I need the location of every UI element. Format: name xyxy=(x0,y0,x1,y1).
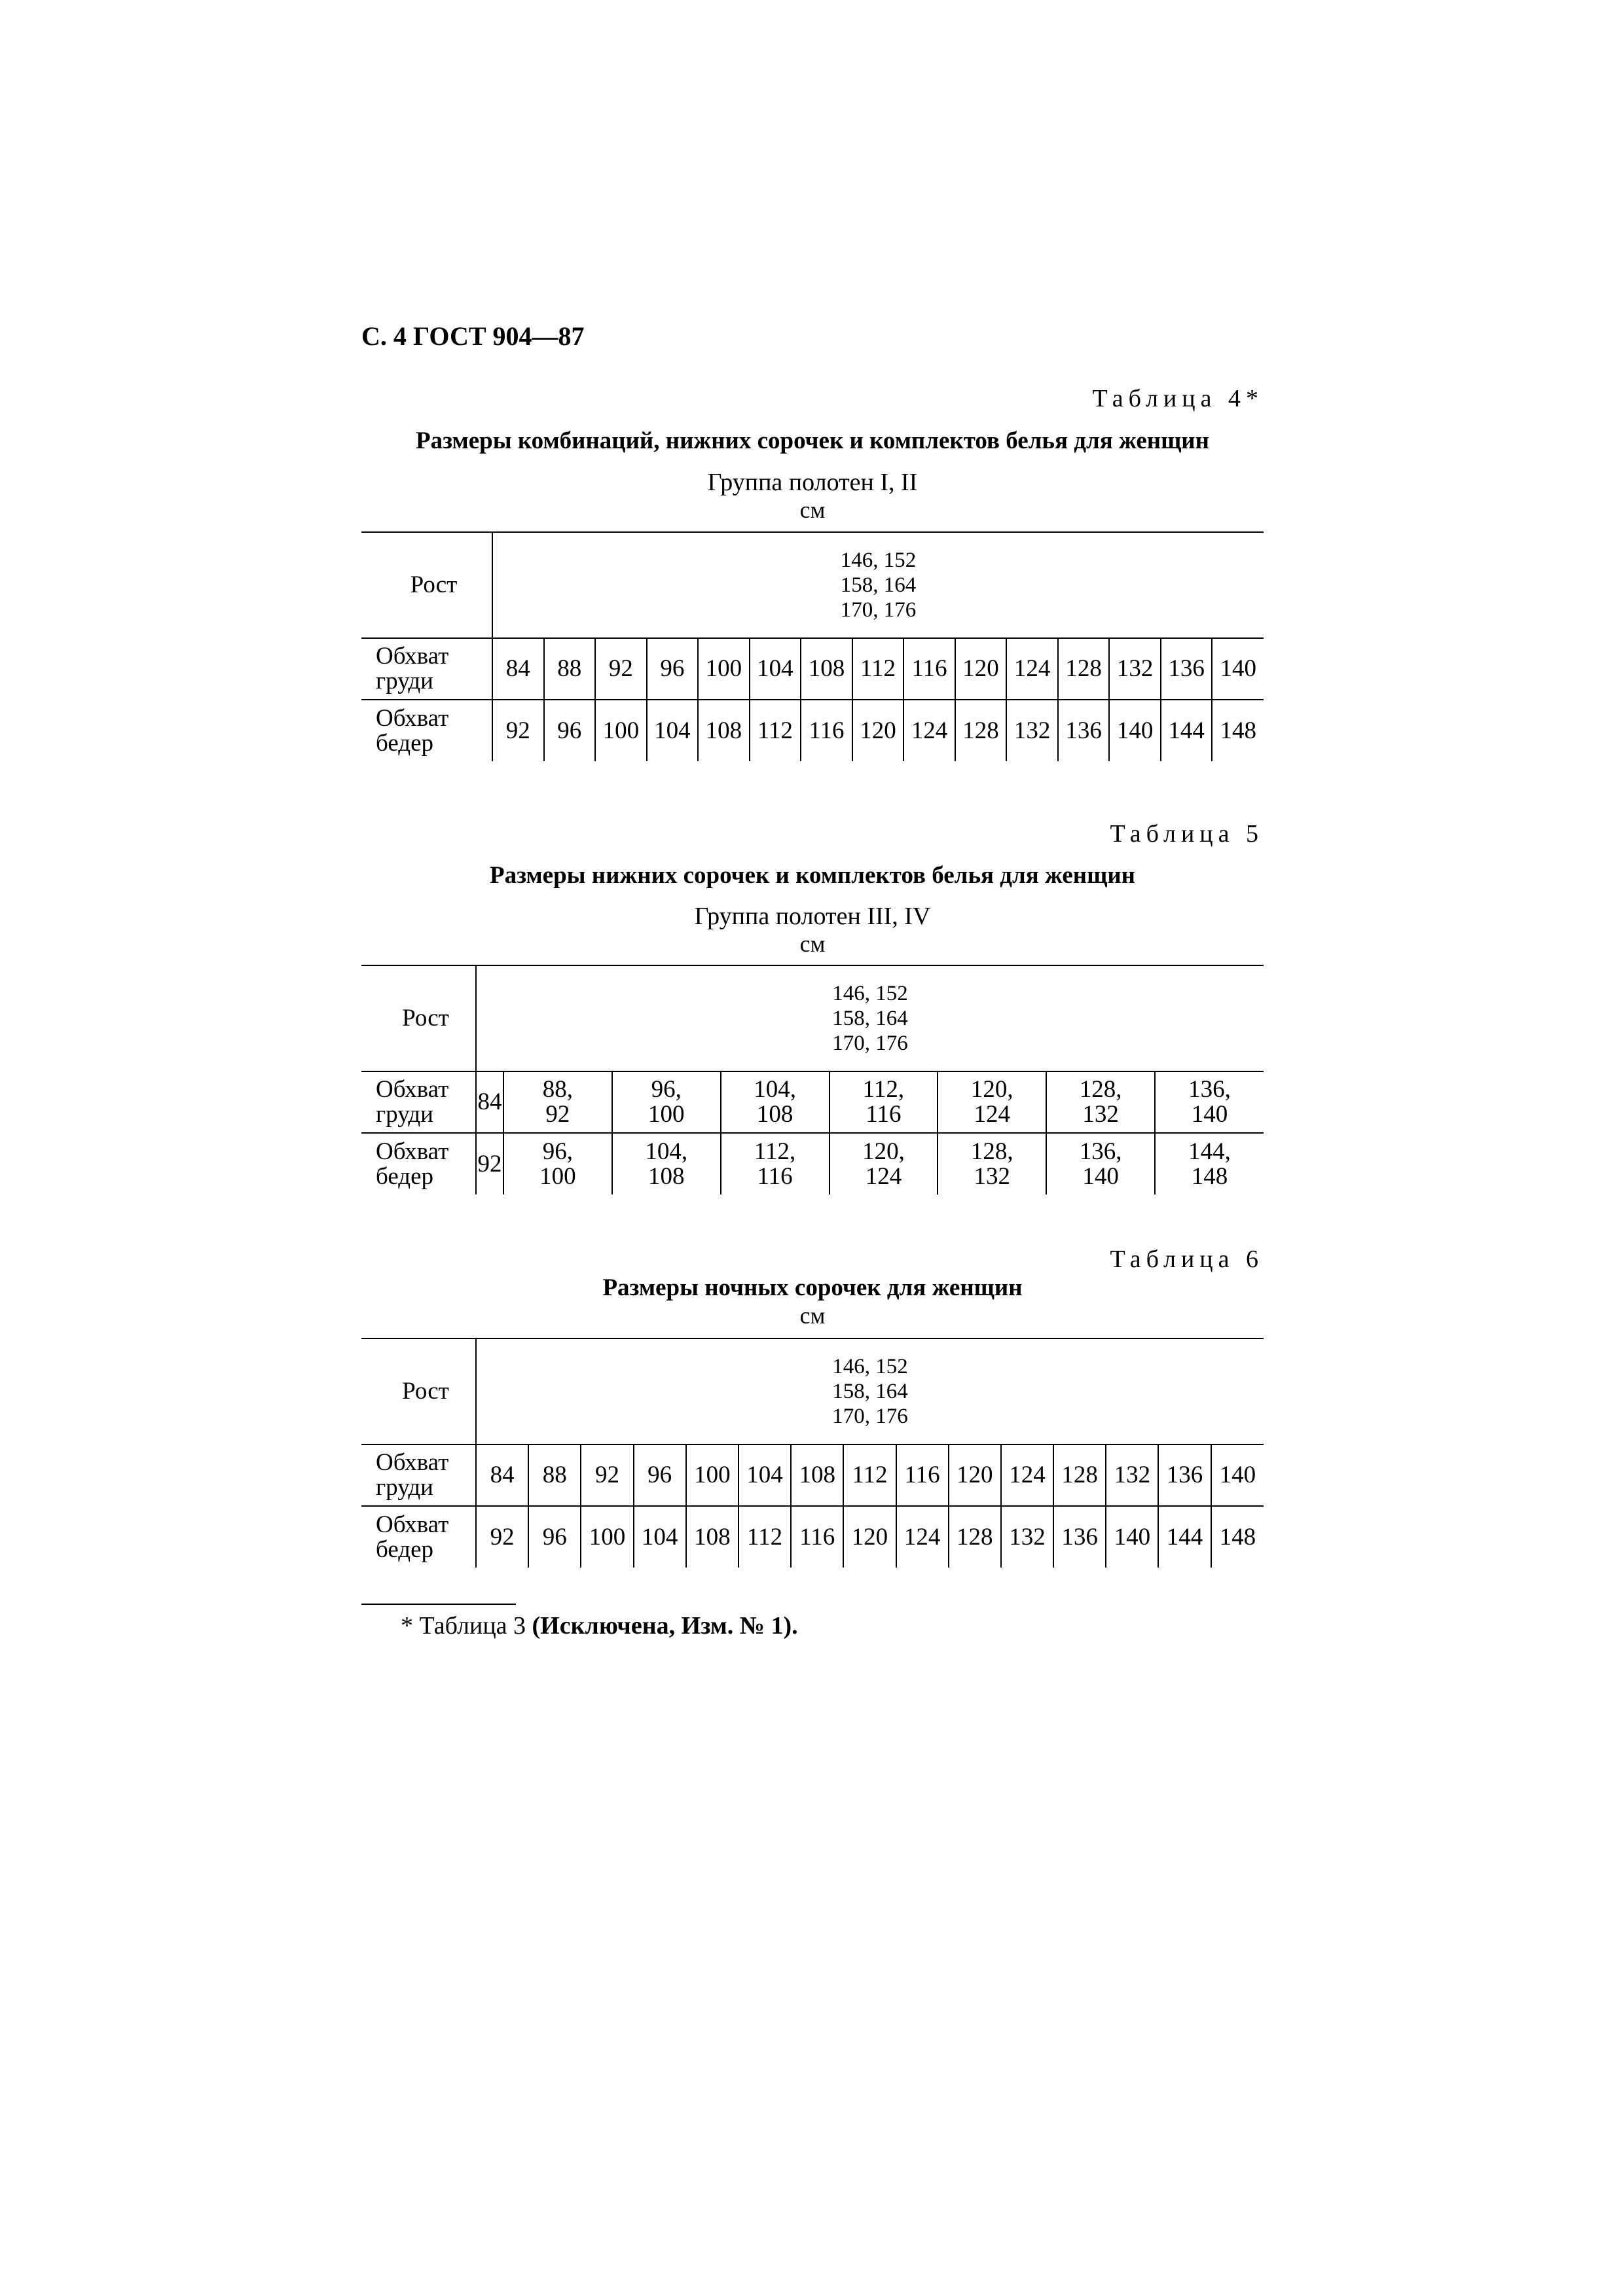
table6-hips-label-2: бедер xyxy=(376,1535,434,1563)
table5-chest-cell-line: 88, xyxy=(542,1076,574,1103)
table5-heights xyxy=(476,965,1264,1071)
table6-hips-cell: 136 xyxy=(1053,1506,1106,1568)
table6-chest-label xyxy=(361,1444,476,1506)
table4-hips-cell: 144 xyxy=(1161,700,1213,761)
table4-hips-cell: 128 xyxy=(955,700,1007,761)
table5-hips-cell xyxy=(1155,1133,1264,1194)
footnote-rule xyxy=(361,1604,516,1605)
table5-chest-cell-line: 112, xyxy=(862,1076,905,1103)
table6-height-3: 170, 176 xyxy=(832,1405,908,1428)
table4-grid xyxy=(361,531,1264,761)
table6-chest-cell: 140 xyxy=(1211,1444,1264,1506)
table6-unit: см xyxy=(799,1302,826,1329)
table6-chest-cell: 108 xyxy=(791,1444,843,1506)
table5-chest-cell xyxy=(476,1071,503,1133)
table4-heights xyxy=(492,532,1264,638)
table5-chest-cell-line: 116 xyxy=(866,1101,902,1128)
table5-chest-cell xyxy=(612,1071,721,1133)
table4-chest-cell: 136 xyxy=(1161,638,1213,700)
table4-chest-cell: 104 xyxy=(750,638,801,700)
table5-hips-cell xyxy=(830,1133,938,1194)
table5-chest-cell xyxy=(1155,1071,1264,1133)
table5-hips-cell xyxy=(503,1133,612,1194)
table5-chest-cell xyxy=(721,1071,830,1133)
table5-hips-cell-line: 100 xyxy=(539,1162,576,1190)
table6-chest-cell: 124 xyxy=(1001,1444,1053,1506)
table4-hips-cell: 104 xyxy=(647,700,699,761)
table4-hips-cell: 116 xyxy=(801,700,852,761)
table5-chest-cell-line: 96, xyxy=(651,1076,682,1103)
table5-chest-cell-line: 100 xyxy=(648,1101,685,1128)
table5-hips-cell xyxy=(721,1133,830,1194)
table6-chest-cell: 136 xyxy=(1158,1444,1211,1506)
table5-hips-cell-line: 92 xyxy=(477,1150,502,1177)
table4-chest-label-2: груди xyxy=(376,668,433,694)
table6-chest-cell: 96 xyxy=(634,1444,686,1506)
table5-height-label: Рост xyxy=(361,965,476,1071)
table5-title: Размеры нижних сорочек и комплектов белья для женщин xyxy=(490,862,1135,889)
table6-height-1: 146, 152 xyxy=(832,1355,908,1378)
table5-hips-label-2: бедер xyxy=(376,1162,434,1190)
table6-hips-cell: 144 xyxy=(1158,1506,1211,1568)
table6-chest-label-2: груди xyxy=(376,1474,433,1501)
table5-chest-cell-line: 84 xyxy=(477,1088,502,1115)
table5-hips-cell-line: 148 xyxy=(1191,1162,1228,1190)
table4-chest-cell: 84 xyxy=(492,638,544,700)
table6-chest-cell: 116 xyxy=(896,1444,949,1506)
table4-height-1: 146, 152 xyxy=(840,548,917,572)
table4-hips-cell: 112 xyxy=(750,700,801,761)
table4-hips-label-1: Обхват xyxy=(376,704,449,732)
table4-hips-cell: 92 xyxy=(492,700,544,761)
table5-hips-cell-line: 104, xyxy=(645,1138,688,1165)
table5-chest-cell-line: 128, xyxy=(1079,1076,1122,1103)
table4-chest-cell: 100 xyxy=(698,638,750,700)
table6-height-label: Рост xyxy=(361,1338,476,1444)
table5-height-2: 158, 164 xyxy=(832,1007,908,1030)
table6-chest-cell: 132 xyxy=(1106,1444,1158,1506)
table5-hips-cell-line: 108 xyxy=(648,1162,685,1190)
table5-height-1: 146, 152 xyxy=(832,982,908,1005)
table4-chest-label-1: Обхват xyxy=(376,643,449,670)
table5-chest-label-2: груди xyxy=(376,1101,433,1128)
table5-subtitle: Группа полотен III, IV xyxy=(694,903,931,930)
table4-title: Размеры комбинаций, нижних сорочек и комплектов белья для женщин xyxy=(416,427,1209,454)
table6-hips-cell: 124 xyxy=(896,1506,949,1568)
table5-label: Таблица 5 xyxy=(1110,820,1264,848)
table4-chest-cell: 128 xyxy=(1058,638,1110,700)
table6-chest-cell: 104 xyxy=(739,1444,791,1506)
table6-hips-cell: 92 xyxy=(476,1506,528,1568)
table4-hips-cell: 120 xyxy=(852,700,904,761)
table6-hips-cell: 140 xyxy=(1106,1506,1158,1568)
table4-hips-cell: 132 xyxy=(1006,700,1058,761)
table4-subtitle: Группа полотен I, II xyxy=(707,469,918,496)
table5-hips-cell xyxy=(476,1133,503,1194)
table4-chest-cell: 92 xyxy=(595,638,647,700)
table6-height-2: 158, 164 xyxy=(832,1380,908,1403)
table5-grid xyxy=(361,965,1264,1194)
table5-hips-cell-line: 116 xyxy=(757,1162,793,1190)
table6-chest-cell: 84 xyxy=(476,1444,528,1506)
table5-chest-label xyxy=(361,1071,476,1133)
table6-hips-cell: 120 xyxy=(843,1506,896,1568)
table6-chest-cell: 100 xyxy=(686,1444,739,1506)
table4-chest-cell: 132 xyxy=(1109,638,1161,700)
table5-chest-cell xyxy=(830,1071,938,1133)
table4-chest-cell: 88 xyxy=(544,638,596,700)
table6-chest-cell: 112 xyxy=(843,1444,896,1506)
table6-title: Размеры ночных сорочек для женщин xyxy=(602,1274,1023,1301)
table6-chest-cell: 92 xyxy=(581,1444,633,1506)
table4-hips-cell: 100 xyxy=(595,700,647,761)
table5-hips-cell-line: 120, xyxy=(862,1138,905,1165)
footnote xyxy=(401,1611,798,1640)
table5-chest-cell xyxy=(503,1071,612,1133)
table4-hips-cell: 136 xyxy=(1058,700,1110,761)
table5-hips-cell-line: 144, xyxy=(1188,1138,1231,1165)
table5-chest-cell-line: 104, xyxy=(754,1076,796,1103)
table5-hips-cell-line: 132 xyxy=(974,1162,1011,1190)
table4-hips-label xyxy=(361,700,492,761)
table4-chest-cell: 112 xyxy=(852,638,904,700)
table6-hips-cell: 132 xyxy=(1001,1506,1053,1568)
table5-chest-cell-line: 108 xyxy=(756,1101,793,1128)
table5-height-3: 170, 176 xyxy=(832,1031,908,1055)
table5-hips-cell xyxy=(1046,1133,1155,1194)
table5-chest-cell-line: 132 xyxy=(1082,1101,1119,1128)
table5-hips-cell-line: 96, xyxy=(542,1138,574,1165)
table4-hips-cell: 148 xyxy=(1212,700,1264,761)
table6-chest-label-1: Обхват xyxy=(376,1449,449,1476)
table5-unit: см xyxy=(799,931,826,957)
table4-height-3: 170, 176 xyxy=(840,598,917,622)
table4-hips-label-2: бедер xyxy=(376,729,434,757)
table4-chest-cell: 120 xyxy=(955,638,1007,700)
table5-chest-label-1: Обхват xyxy=(376,1076,449,1103)
table6-label: Таблица 6 xyxy=(1110,1246,1264,1273)
table6-chest-cell: 120 xyxy=(949,1444,1001,1506)
table5-hips-label xyxy=(361,1133,476,1194)
table5-chest-cell xyxy=(938,1071,1046,1133)
table6-hips-cell: 128 xyxy=(949,1506,1001,1568)
table6-hips-cell: 104 xyxy=(634,1506,686,1568)
table6-hips-label xyxy=(361,1506,476,1568)
table4-chest-cell: 108 xyxy=(801,638,852,700)
table5-chest-cell xyxy=(1046,1071,1155,1133)
table4-height-2: 158, 164 xyxy=(840,573,917,597)
table6-hips-cell: 96 xyxy=(528,1506,581,1568)
table4-hips-cell: 96 xyxy=(544,700,596,761)
table5-chest-cell-line: 120, xyxy=(970,1076,1013,1103)
table6-hips-label-1: Обхват xyxy=(376,1511,449,1538)
table5-hips-label-1: Обхват xyxy=(376,1138,449,1165)
table5-hips-cell xyxy=(612,1133,721,1194)
table6-chest-cell: 88 xyxy=(528,1444,581,1506)
table5-chest-cell-line: 92 xyxy=(545,1101,570,1128)
table5-hips-cell-line: 124 xyxy=(865,1162,902,1190)
table4-hips-cell: 140 xyxy=(1109,700,1161,761)
table6-hips-cell: 108 xyxy=(686,1506,739,1568)
table4-label: Таблица 4* xyxy=(1092,385,1264,412)
table6-hips-cell: 116 xyxy=(791,1506,843,1568)
table5-hips-cell xyxy=(938,1133,1046,1194)
table6-heights xyxy=(476,1338,1264,1444)
table6-chest-cell: 128 xyxy=(1053,1444,1106,1506)
table4-chest-cell: 116 xyxy=(903,638,955,700)
footnote-prefix: * Таблица 3 xyxy=(401,1612,532,1640)
page-header: С. 4 ГОСТ 904—87 xyxy=(361,321,585,351)
table6-hips-cell: 112 xyxy=(739,1506,791,1568)
table6-grid xyxy=(361,1338,1264,1568)
table4-unit: см xyxy=(799,497,826,523)
table4-chest-cell: 124 xyxy=(1006,638,1058,700)
table6-hips-cell: 100 xyxy=(581,1506,633,1568)
table5-hips-cell-line: 112, xyxy=(754,1138,796,1165)
table4-chest-cell: 140 xyxy=(1212,638,1264,700)
table5-chest-cell-line: 124 xyxy=(974,1101,1011,1128)
table4-chest-cell: 96 xyxy=(647,638,699,700)
table4-hips-cell: 124 xyxy=(903,700,955,761)
table5-hips-cell-line: 140 xyxy=(1082,1162,1119,1190)
table5-chest-cell-line: 140 xyxy=(1191,1101,1228,1128)
table5-hips-cell-line: 136, xyxy=(1079,1138,1122,1165)
table4-height-label: Рост xyxy=(361,532,492,638)
footnote-bold: (Исключена, Изм. № 1). xyxy=(532,1612,798,1640)
table5-hips-cell-line: 128, xyxy=(970,1138,1013,1165)
table6-hips-cell: 148 xyxy=(1211,1506,1264,1568)
table5-chest-cell-line: 136, xyxy=(1188,1076,1231,1103)
table4-chest-label xyxy=(361,638,492,700)
table4-hips-cell: 108 xyxy=(698,700,750,761)
